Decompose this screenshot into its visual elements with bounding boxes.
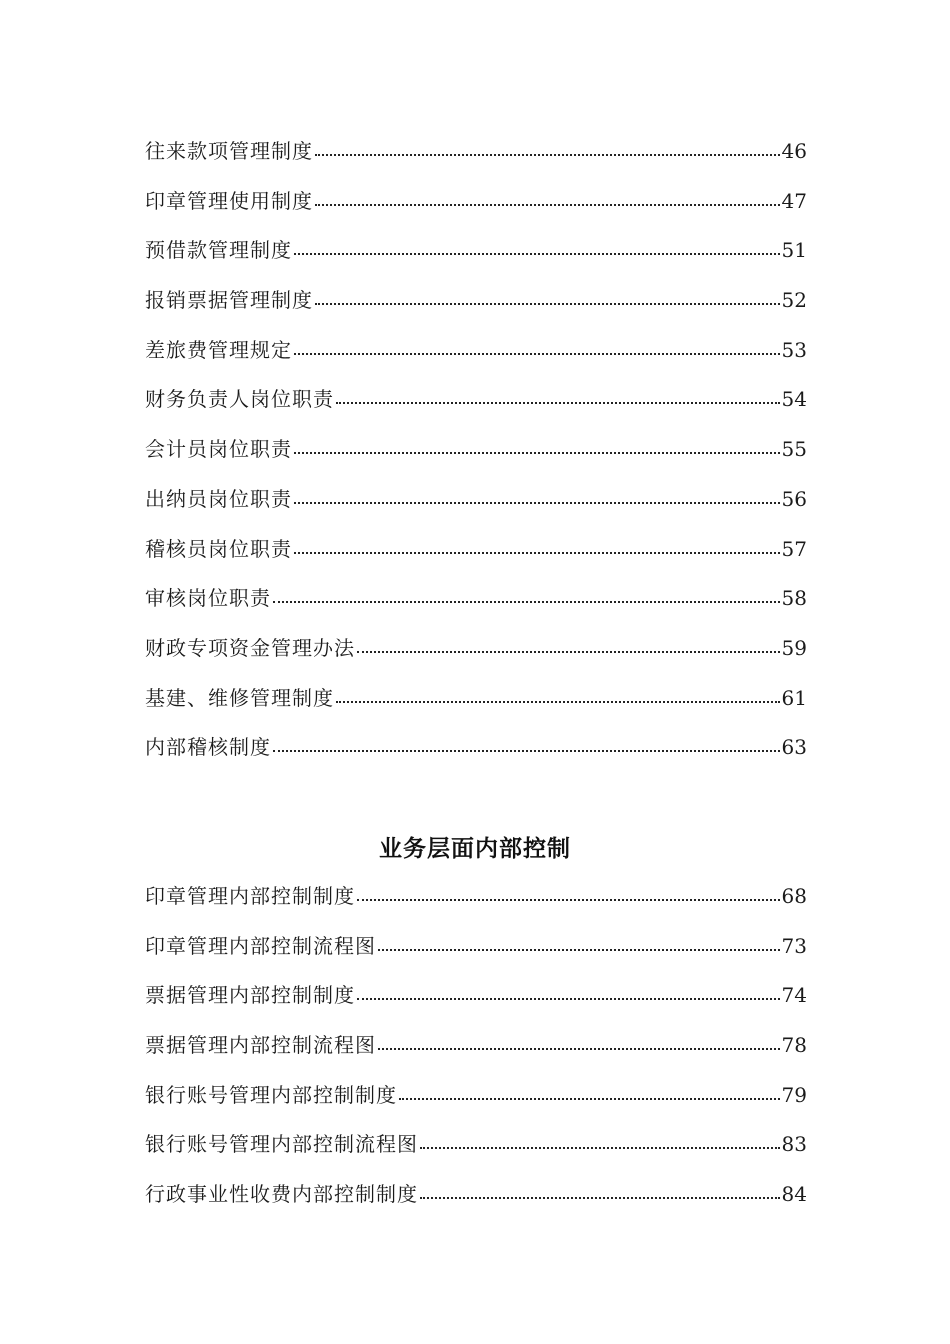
toc-entry-title: 出纳员岗位职责 (145, 486, 292, 511)
toc-entry-title: 银行账号管理内部控制制度 (145, 1082, 397, 1107)
toc-entry-title: 稽核员岗位职责 (145, 536, 292, 561)
toc-dot-leader (357, 976, 780, 1026)
toc-entry-title: 基建、维修管理制度 (145, 685, 334, 710)
toc-entry[interactable] (145, 927, 807, 977)
toc-entry-page: 55 (781, 437, 807, 462)
toc-entry[interactable] (145, 629, 807, 679)
toc-entry-page: 78 (781, 1033, 807, 1058)
toc-dot-leader (315, 281, 780, 331)
section-heading: 业务层面内部控制 (379, 836, 571, 862)
toc-dot-leader (273, 579, 780, 629)
toc-entry[interactable] (145, 331, 807, 381)
toc-entry-title: 预借款管理制度 (145, 238, 292, 263)
toc-entry-title: 银行账号管理内部控制流程图 (145, 1132, 418, 1157)
toc-entry[interactable] (145, 728, 807, 778)
toc-entry[interactable] (145, 182, 807, 232)
toc-entry-page: 61 (781, 685, 807, 710)
toc-entry[interactable] (145, 231, 807, 281)
toc-entry-page: 56 (781, 486, 807, 511)
toc-dot-leader (294, 331, 780, 381)
toc-entry[interactable] (145, 530, 807, 580)
toc-dot-leader (273, 728, 780, 778)
toc-entry-page: 52 (781, 288, 807, 313)
toc-dot-leader (294, 530, 780, 580)
toc-entry-page: 53 (781, 337, 807, 362)
toc-entry-page: 74 (781, 983, 807, 1008)
toc-entry[interactable] (145, 132, 807, 182)
toc-entry-title: 会计员岗位职责 (145, 437, 292, 462)
toc-list-part1 (145, 132, 807, 778)
toc-entry-page: 84 (781, 1182, 807, 1207)
toc-dot-leader (420, 1175, 780, 1225)
toc-entry[interactable] (145, 679, 807, 729)
toc-entry-page: 63 (781, 735, 807, 760)
toc-dot-leader (315, 182, 780, 232)
toc-dot-leader (336, 380, 780, 430)
toc-entry-title: 票据管理内部控制制度 (145, 983, 355, 1008)
toc-entry[interactable] (145, 480, 807, 530)
toc-dot-leader (294, 480, 780, 530)
toc-entry-title: 财政专项资金管理办法 (145, 635, 355, 660)
toc-entry-title: 印章管理使用制度 (145, 188, 313, 213)
toc-entry-page: 68 (781, 884, 807, 908)
toc-entry[interactable] (145, 1125, 807, 1175)
toc-dot-leader (336, 679, 780, 729)
toc-entry-title: 行政事业性收费内部控制制度 (145, 1182, 418, 1207)
toc-entry-title: 票据管理内部控制流程图 (145, 1033, 376, 1058)
toc-entry[interactable] (145, 281, 807, 331)
toc-entry-page: 59 (781, 635, 807, 660)
toc-dot-leader (399, 1076, 780, 1126)
toc-dot-leader (378, 927, 780, 977)
toc-entry-page: 83 (781, 1132, 807, 1157)
toc-entry-title: 往来款项管理制度 (145, 139, 313, 163)
toc-entry-title: 印章管理内部控制制度 (145, 884, 355, 908)
toc-entry[interactable] (145, 1076, 807, 1126)
toc-entry[interactable] (145, 877, 807, 927)
toc-dot-leader (378, 1026, 780, 1076)
toc-entry-page: 58 (781, 586, 807, 611)
toc-entry-page: 47 (781, 188, 807, 213)
toc-entry[interactable] (145, 430, 807, 480)
toc-entry-page: 46 (781, 139, 807, 163)
toc-entry-title: 报销票据管理制度 (145, 288, 313, 313)
toc-dot-leader (420, 1125, 780, 1175)
toc-entry-page: 51 (781, 238, 807, 263)
toc-entry-title: 印章管理内部控制流程图 (145, 933, 376, 958)
toc-entry-title: 内部稽核制度 (145, 735, 271, 760)
toc-entry-title: 财务负责人岗位职责 (145, 387, 334, 412)
toc-dot-leader (315, 132, 780, 182)
toc-dot-leader (294, 231, 780, 281)
toc-entry[interactable] (145, 579, 807, 629)
toc-dot-leader (294, 430, 780, 480)
toc-entry[interactable] (145, 976, 807, 1026)
toc-dot-leader (357, 629, 780, 679)
toc-entry-page: 57 (781, 536, 807, 561)
toc-entry[interactable] (145, 1175, 807, 1225)
toc-dot-leader (357, 877, 780, 927)
toc-entry[interactable] (145, 380, 807, 430)
toc-entry-title: 差旅费管理规定 (145, 337, 292, 362)
toc-entry-title: 审核岗位职责 (145, 586, 271, 611)
toc-entry[interactable] (145, 1026, 807, 1076)
toc-list-part2 (145, 877, 807, 1225)
toc-entry-page: 79 (781, 1082, 807, 1107)
toc-entry-page: 73 (781, 933, 807, 958)
toc-entry-page: 54 (781, 387, 807, 412)
